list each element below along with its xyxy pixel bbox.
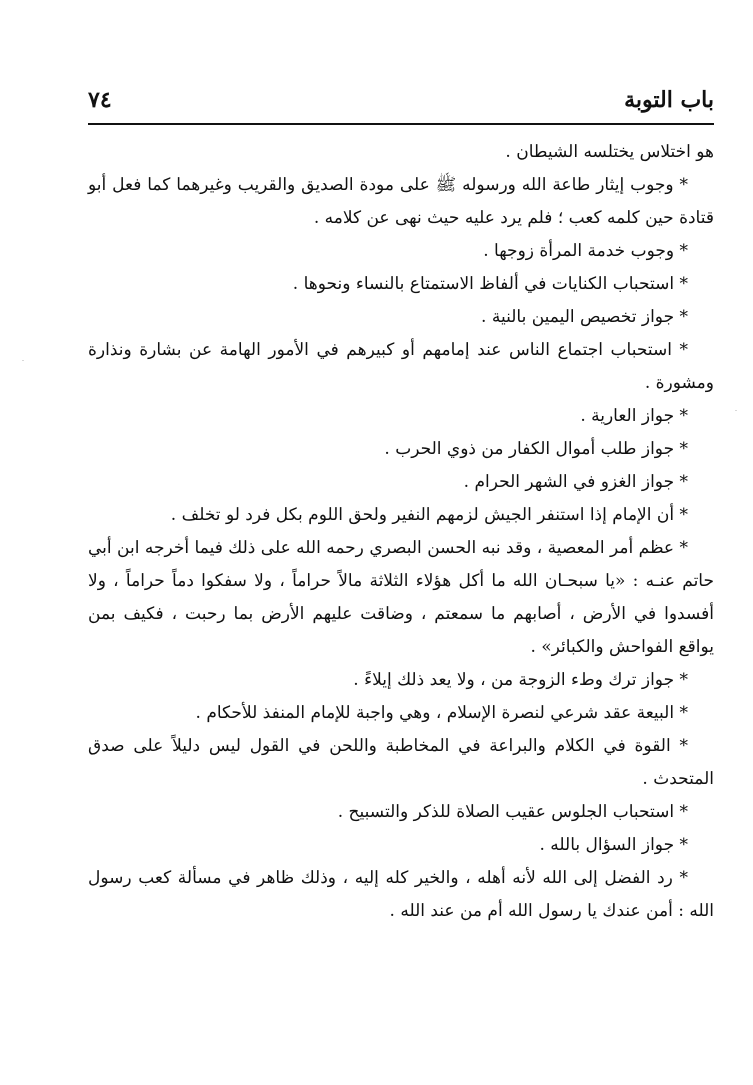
page-number: ٧٤ — [88, 87, 112, 113]
scan-margin-mark — [735, 410, 737, 411]
bullet-item: * وجوب خدمة المرأة زوجها . — [483, 241, 688, 261]
bullet-item: * استحباب الكنايات في ألفاظ الاستمتاع بالنساء ونحوها . — [292, 274, 688, 294]
header-rule — [88, 123, 714, 125]
chapter-title: باب التوبة — [624, 87, 714, 113]
bullet-item: * استحباب الجلوس عقيب الصلاة للذكر والتسبيح . — [337, 802, 688, 822]
bullet-item: * أن الإمام إذا استنفر الجيش لزمهم النفير ولحق اللوم بكل فرد لو تخلف . — [170, 505, 688, 525]
bullet-item: * جواز ترك وطء الزوجة من ، ولا يعد ذلك إيلاءً . — [353, 670, 688, 690]
bullet-item: * استحباب اجتماع الناس عند إمامهم أو كبيرهم في الأمور الهامة عن بشارة ونذارة ومشورة . — [88, 340, 714, 393]
body-text — [88, 136, 714, 928]
bullet-item: * رد الفضل إلى الله لأنه أهله ، والخير كله إليه ، وذلك ظاهر في مسألة كعب رسول الله : أمن عندك يا رسول الله أم من عند الله . — [88, 868, 714, 921]
scan-margin-mark — [22, 360, 24, 361]
bullet-item: * جواز طلب أموال الكفار من ذوي الحرب . — [384, 439, 688, 459]
bullet-item: * القوة في الكلام والبراعة في المخاطبة واللحن في القول ليس دليلاً على صدق المتحدث . — [88, 736, 714, 789]
page-header — [88, 84, 714, 120]
bullet-item: * البيعة عقد شرعي لنصرة الإسلام ، وهي واجبة للإمام المنفذ للأحكام . — [195, 703, 688, 723]
paragraph-continuation: هو اختلاس يختلسه الشيطان . — [505, 142, 714, 162]
bullet-item: * وجوب إيثار طاعة الله ورسوله ﷺ على مودة الصديق والقريب وغيرهما كما فعل أبو قتادة حين كلمه كعب ؛ فلم يرد عليه حيث نهى عن كلامه . — [88, 175, 714, 228]
bullet-item: * جواز الغزو في الشهر الحرام . — [463, 472, 688, 492]
bullet-item: * جواز العارية . — [580, 406, 688, 426]
bullet-item: * جواز السؤال بالله . — [539, 835, 688, 855]
bullet-item: * جواز تخصيص اليمين بالنية . — [481, 307, 688, 327]
bullet-item: * عظم أمر المعصية ، وقد نبه الحسن البصري رحمه الله على ذلك فيما أخرجه ابن أبي حاتم عنـه : «يا سبحـان الله ما أكل هؤلاء الثلاثة مالاً حراماً ، ولا سفكوا دماً حراماً ، ولا أفسدوا في الأرض ، أصابهم ما سمعتم ، وضاقت عليهم الأرض بما رحبت ، فكيف بمن يواقع الفواحش والكبائر» . — [88, 538, 714, 657]
